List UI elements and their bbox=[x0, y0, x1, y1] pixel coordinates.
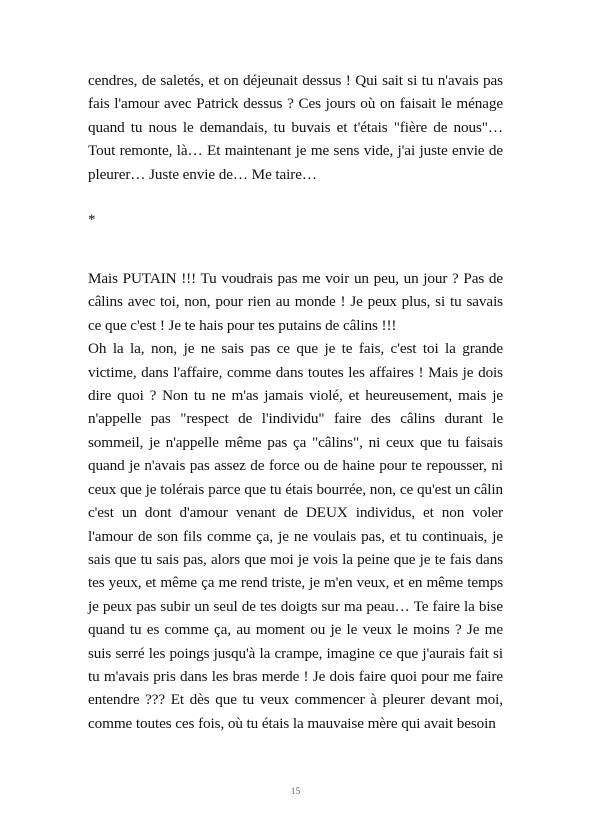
page-number: 15 bbox=[290, 787, 301, 797]
body-text bbox=[88, 69, 503, 735]
paragraph-3: Oh la la, non, je ne sais pas ce que je te fais, c'est toi la grande victime, dans l'affaire, comme dans toutes les affaires ! Mais je dois dire quoi ? Non tu ne m'as jamais violé, et heureusement, mais je n'appelle pas "respect de l'individu" faire des câlins durant le sommeil, je n'appelle même pas ça "câlins", ni ceux que tu faisais quand je n'avais pas assez de force ou de haine pour te repousser, ni ceux que je tolérais parce que tu étais bourrée, non, ce qu'est un câlin c'est un dont d'amour venant de DEUX individus, et non voler l'amour de son fils comme ça, je ne voulais pas, et tu continuais, je sais que tu sais pas, alors que moi je vois la peine que je te fais dans tes yeux, et même ça me rend triste, je m'en veux, et en même temps je peux pas subir un seul de tes doigts sur ma peau… Te faire la bise quand tu es comme ça, au moment ou je le veux le moins ? Je me suis serré les poings jusqu'à la crampe, imagine ce que j'aurais fait si tu m'avais pris dans les bras merde ! Je dois faire quoi pour me faire entendre ??? Et dès que tu veux commencer à pleurer devant moi, comme toutes ces fois, où tu étais la mauvaise mère qui avait besoin bbox=[88, 340, 503, 732]
paragraph-1: cendres, de saletés, et on déjeunait dessus ! Qui sait si tu n'avais pas fais l'amour avec Patrick dessus ? Ces jours où on faisait le ménage quand tu nous le demandais, tu buvais et t'étais "fière de nous"… Tout remonte, là… Et maintenant je me sens vide, j'ai juste envie de pleurer… Juste envie de… Me taire… bbox=[88, 72, 503, 183]
section-separator: * bbox=[88, 212, 96, 229]
paragraph-2: Mais PUTAIN !!! Tu voudrais pas me voir un peu, un jour ? Pas de câlins avec toi, non, pour rien au monde ! Je peux plus, si tu savais ce que c'est ! Je te hais pour tes putains de câlins !!! bbox=[88, 270, 503, 334]
